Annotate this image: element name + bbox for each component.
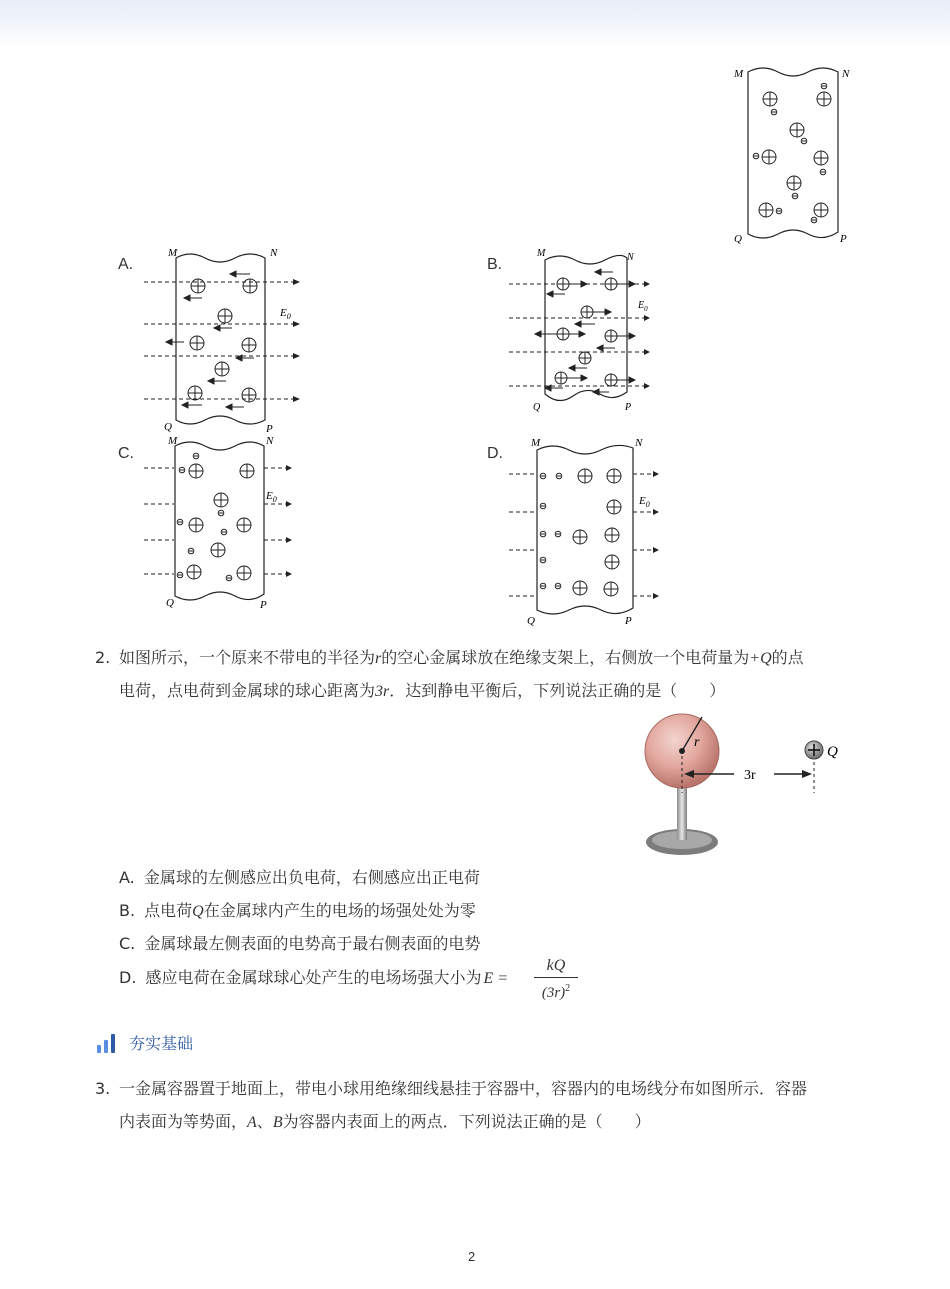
q1-option-d-figure[interactable] (505, 432, 670, 628)
label-M: M (734, 68, 744, 80)
label-Q: Q (166, 597, 174, 609)
label-P: P (266, 423, 273, 434)
q2-text: ．达到静电平衡后，下列说法正确的是（ ） (389, 681, 726, 700)
q1-option-c-label[interactable]: C. (118, 445, 134, 462)
q2-text: 的点 (771, 648, 804, 667)
label-E0: E (266, 490, 273, 502)
option-label: C. (119, 934, 136, 953)
fraction-denominator (532, 979, 580, 1003)
q3-stem-line2 (119, 1112, 651, 1133)
option-label: D. (119, 968, 137, 987)
option-formula-lhs: E = (483, 970, 509, 987)
label-N: N (627, 252, 634, 263)
label-M: M (168, 247, 178, 259)
svg-text:E0 (637, 300, 648, 313)
label-P: P (625, 402, 632, 413)
q2-option-a[interactable] (119, 868, 480, 888)
q2-text: 电荷，点电荷到金属球的球心距离为 (119, 681, 376, 700)
label-M: M (531, 437, 541, 449)
bar-chart-icon (97, 1034, 119, 1054)
denominator-text: (3r) (541, 985, 566, 1001)
label-E0: E (639, 495, 646, 507)
label-E0: E (638, 300, 645, 311)
page-number: 2 (468, 1249, 476, 1264)
fraction-bar (534, 977, 578, 978)
q1-option-b-figure[interactable] (505, 244, 665, 418)
option-text: 在金属球内产生的电场的场强处处为零 (203, 901, 476, 920)
label-Q: Q (533, 402, 541, 413)
q3-number: 3. (95, 1079, 111, 1098)
label-N: N (635, 437, 643, 449)
label-E0: E (280, 307, 287, 319)
page-header-band (0, 0, 950, 48)
q2-text: 如图所示，一个原来不带电的半径为 (119, 648, 376, 667)
option-text: 金属球最左侧表面的电势高于最右侧表面的电势 (144, 934, 481, 953)
label-E0-sub: 0 (286, 312, 291, 321)
label-P: P (840, 233, 847, 245)
label-P: P (625, 615, 632, 627)
q2-figure-metal-sphere (640, 708, 850, 860)
q2-var-3r: 3r (375, 683, 390, 700)
svg-text:E0 (279, 307, 291, 321)
label-Q: Q (527, 615, 535, 627)
q3-text: 为容器内表面上的两点．下列说法正确的是（ ） (282, 1112, 651, 1131)
q1-option-b-label[interactable]: B. (487, 256, 503, 273)
q1-option-a-label[interactable]: A. (118, 256, 134, 273)
option-text: 金属球的左侧感应出负电荷，右侧感应出正电荷 (143, 868, 480, 887)
q2-number: 2. (95, 648, 111, 667)
label-N: N (270, 247, 278, 259)
q3-text: 内表面为等势面， (119, 1112, 248, 1131)
q1-option-c-figure[interactable] (140, 432, 300, 612)
label-M: M (168, 435, 178, 447)
q2-var-r: r (375, 650, 382, 667)
figure-reference-slab (728, 62, 858, 248)
section-header (97, 1034, 193, 1054)
label-E0-sub: 0 (644, 305, 648, 313)
q2-option-d[interactable] (119, 968, 508, 989)
option-var-Q: Q (192, 903, 204, 920)
label-N: N (266, 435, 274, 447)
label-E0-sub: 0 (272, 495, 277, 504)
q2-figure-label-Q: Q (827, 744, 838, 760)
q3-var-A: A (247, 1114, 257, 1131)
label-M: M (537, 248, 546, 259)
option-text: 点电荷 (144, 901, 193, 920)
q1-option-d-label[interactable]: D. (487, 445, 503, 462)
q1-option-a-figure[interactable] (140, 244, 310, 434)
q3-stem-line1: 一金属容器置于地面上，带电小球用绝缘细线悬挂于容器中，容器内的电场线分布如图所示．容器 (119, 1079, 808, 1098)
q2-stem-line1 (119, 648, 804, 669)
q2-option-c[interactable] (119, 934, 480, 954)
q2-option-d-fraction (532, 956, 580, 1003)
q2-figure-label-3: 3r (744, 768, 756, 783)
q3-var-B: B (272, 1114, 283, 1131)
label-P: P (260, 599, 267, 611)
label-N: N (842, 68, 850, 80)
denominator-exponent: 2 (565, 983, 571, 994)
label-Q: Q (734, 233, 742, 245)
svg-text:E0 (638, 495, 650, 509)
q2-figure-label-r: r (694, 735, 700, 750)
q3-sep: 、 (256, 1112, 273, 1131)
option-text: 感应电荷在金属球球心处产生的电场场强大小为 (145, 968, 482, 987)
svg-text:E0 (265, 490, 277, 504)
label-Q: Q (164, 421, 172, 433)
q2-stem-line2 (119, 681, 725, 702)
q2-var-plusQ: +Q (749, 650, 772, 667)
svg-text:3r (744, 768, 756, 783)
label-E0-sub: 0 (645, 500, 650, 509)
q2-text: 的空心金属球放在绝缘支架上，右侧放一个电荷量为 (381, 648, 750, 667)
option-label: B. (119, 901, 136, 920)
section-title: 夯实基础 (129, 1034, 194, 1053)
q2-option-b[interactable] (119, 901, 476, 922)
option-label: A. (119, 868, 135, 887)
fraction-numerator: kQ (546, 957, 566, 974)
